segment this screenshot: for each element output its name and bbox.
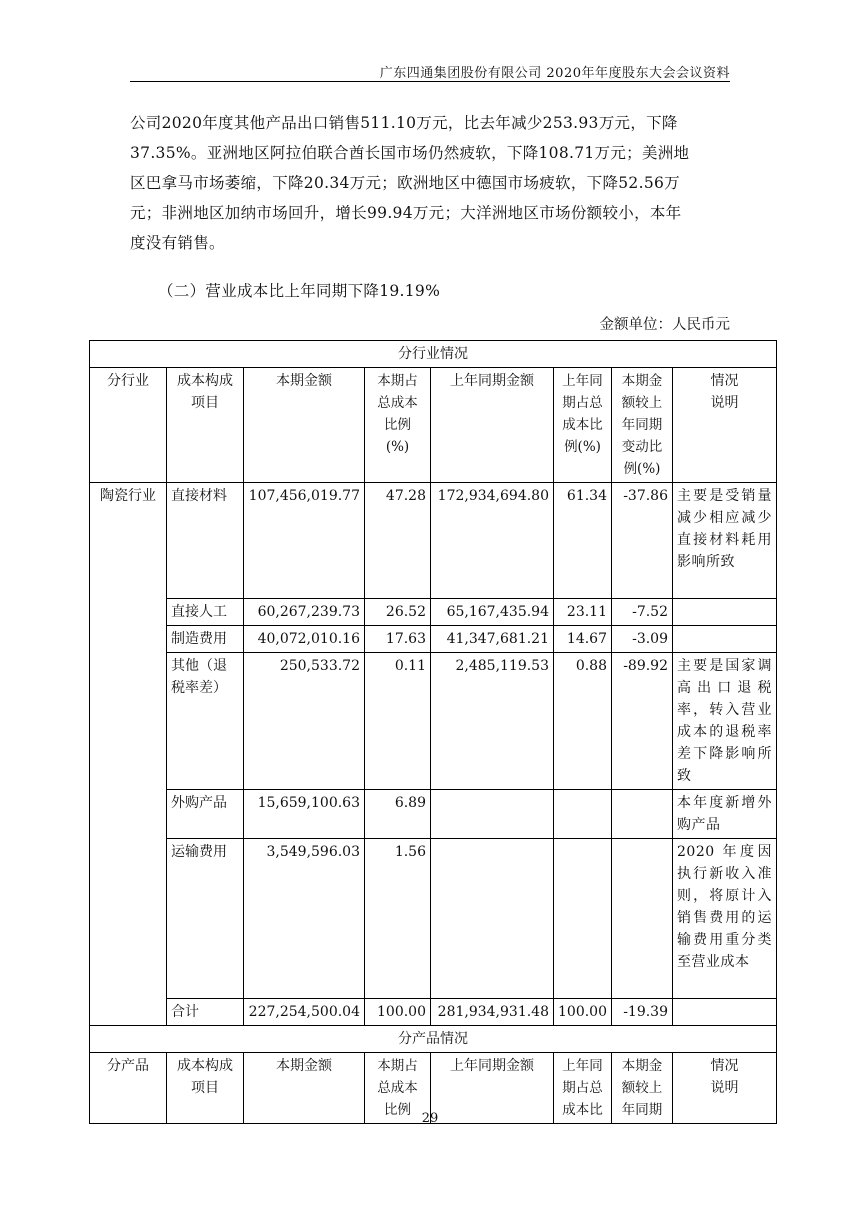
header-rule — [130, 81, 730, 82]
cost-item: 直接人工 — [167, 599, 244, 626]
page-number: 29 — [421, 1111, 439, 1126]
industry-cell: 陶瓷行业 — [90, 483, 167, 1026]
col-header-cost-item: 成本构成项目 — [167, 368, 244, 483]
note: 主要是国家调高出口退税率，转入营业成本的退税率差下降影响所致 — [673, 653, 777, 790]
note: 本年度新增外购产品 — [673, 790, 777, 839]
paragraph-line: 元；非洲地区加纳市场回升，增长99.94万元；大洋洲地区市场份额较小，本年 — [130, 204, 682, 222]
table-row — [90, 839, 777, 999]
note — [673, 599, 777, 626]
table-row — [90, 599, 777, 626]
ratio: 1.56 — [365, 839, 431, 999]
table-row-total — [90, 999, 777, 1026]
prev-amount: 172,934,694.80 — [431, 483, 554, 599]
change — [612, 790, 673, 839]
col-header-amount: 本期金额 — [244, 368, 365, 483]
cost-item: 外购产品 — [167, 790, 244, 839]
prev-amount — [431, 790, 554, 839]
amount: 250,533.72 — [244, 653, 365, 790]
section-row-industry — [90, 341, 777, 368]
prev-ratio: 0.88 — [554, 653, 612, 790]
change: -89.92 — [612, 653, 673, 790]
change: -7.52 — [612, 599, 673, 626]
cost-item: 制造费用 — [167, 626, 244, 653]
amount: 107,456,019.77 — [244, 483, 365, 599]
paragraph-line: 公司2020年度其他产品出口销售511.10万元，比去年减少253.93万元，下降 — [130, 114, 678, 132]
cost-item: 直接材料 — [167, 483, 244, 599]
change: -19.39 — [612, 999, 673, 1026]
ratio: 0.11 — [365, 653, 431, 790]
note: 主要是受销量减少相应减少直接材料耗用影响所致 — [673, 483, 777, 599]
change — [612, 839, 673, 999]
header-row — [90, 368, 777, 483]
prev-amount: 65,167,435.94 — [431, 599, 554, 626]
amount: 3,549,596.03 — [244, 839, 365, 999]
note: 2020 年度因执行新收入准则，将原计入销售费用的运输费用重分类至营业成本 — [673, 839, 777, 999]
col-header-amount: 本期金额 — [244, 1053, 365, 1124]
cost-table — [89, 340, 777, 1124]
cost-item: 合计 — [167, 999, 244, 1026]
note — [673, 999, 777, 1026]
col-header-note: 情况说明 — [673, 1053, 777, 1124]
prev-ratio: 100.00 — [554, 999, 612, 1026]
col-header-note: 情况说明 — [673, 368, 777, 483]
ratio: 6.89 — [365, 790, 431, 839]
section-subheading: （二）营业成本比上年同期下降19.19% — [158, 282, 441, 300]
section-title-product: 分产品情况 — [90, 1026, 777, 1053]
cost-item: 运输费用 — [167, 839, 244, 999]
table-row — [90, 626, 777, 653]
section-title-industry: 分行业情况 — [90, 341, 777, 368]
ratio: 47.28 — [365, 483, 431, 599]
note — [673, 626, 777, 653]
document-header: 广东四通集团股份有限公司 2020年年度股东大会会议资料 — [379, 66, 730, 81]
paragraph-line: 度没有销售。 — [130, 234, 225, 252]
col-header-change: 本期金额较上年同期 — [612, 1053, 673, 1124]
change: -3.09 — [612, 626, 673, 653]
paragraph-line: 37.35%。亚洲地区阿拉伯联合酋长国市场仍然疲软，下降108.71万元；美洲地 — [130, 144, 690, 162]
col-header-prev-ratio: 上年同期占总成本比 — [554, 1053, 612, 1124]
amount: 15,659,100.63 — [244, 790, 365, 839]
body-paragraph — [130, 108, 730, 258]
amount: 60,267,239.73 — [244, 599, 365, 626]
col-header-prev-ratio: 上年同期占总成本比例(%) — [554, 368, 612, 483]
prev-ratio: 23.11 — [554, 599, 612, 626]
col-header-ratio: 本期占总成本比例 — [365, 1053, 431, 1124]
prev-amount: 41,347,681.21 — [431, 626, 554, 653]
amount: 40,072,010.16 — [244, 626, 365, 653]
table-row — [90, 790, 777, 839]
table-row — [90, 653, 777, 790]
change: -37.86 — [612, 483, 673, 599]
paragraph-line: 区巴拿马市场萎缩，下降20.34万元；欧洲地区中德国市场疲软，下降52.56万 — [130, 174, 680, 192]
col-header-prev-amount: 上年同期金额 — [431, 368, 554, 483]
col-header-cost-item: 成本构成项目 — [167, 1053, 244, 1124]
col-header-industry: 分行业 — [90, 368, 167, 483]
prev-amount: 281,934,931.48 — [431, 999, 554, 1026]
prev-ratio: 61.34 — [554, 483, 612, 599]
col-header-change: 本期金额较上年同期变动比例(%) — [612, 368, 673, 483]
col-header-ratio: 本期占总成本比例(%) — [365, 368, 431, 483]
prev-ratio — [554, 790, 612, 839]
cost-item: 其他（退税率差） — [167, 653, 244, 790]
ratio: 100.00 — [365, 999, 431, 1026]
col-header-product: 分产品 — [90, 1053, 167, 1124]
ratio: 17.63 — [365, 626, 431, 653]
prev-ratio — [554, 839, 612, 999]
amount: 227,254,500.04 — [244, 999, 365, 1026]
section-row-product — [90, 1026, 777, 1053]
ratio: 26.52 — [365, 599, 431, 626]
table-row — [90, 483, 777, 599]
prev-amount: 2,485,119.53 — [431, 653, 554, 790]
col-header-prev-amount: 上年同期金额 — [431, 1053, 554, 1124]
prev-ratio: 14.67 — [554, 626, 612, 653]
currency-unit-note: 金额单位：人民币元 — [599, 317, 730, 333]
prev-amount — [431, 839, 554, 999]
